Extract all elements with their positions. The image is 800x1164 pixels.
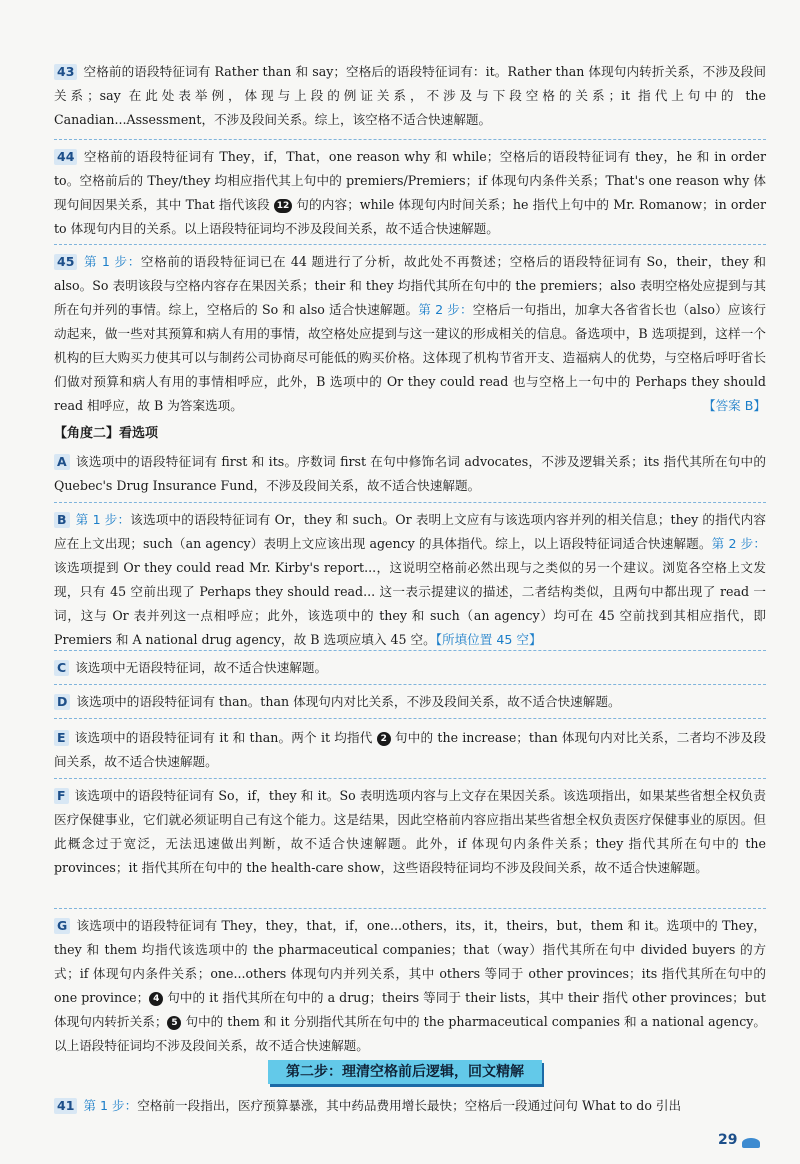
- option-text: 该选项提到 Or they could read Mr. Kirby's report...，这说明空格前必然出现与之类似的另一个建议。浏览各空格上文发现，只有 45 空前出现了 Perhaps they should read... 这一表示提建议的描述，二者结构类似，且两句中都出现了 read 一词，这与 Or 表并列这一点相呼应；此外，该选项中的 they 和 such（an agency）均可在 45 空前找到其相应指代，即 Premiers 和 A national drug agency，故 B 选项应填入 45 空。: [54, 560, 766, 647]
- question-number: 45: [54, 254, 77, 270]
- section-heading: 【角度二】看选项: [54, 426, 159, 441]
- answer-label: 【所填位置 45 空】: [435, 632, 542, 647]
- sentence-marker: 5: [167, 1016, 181, 1030]
- step-label: 第 2 步：: [418, 302, 473, 317]
- question-number: 41: [54, 1098, 77, 1114]
- explanation-text: 空格后一句指出，加拿大各省省长也（also）应该行动起来，做一些对其预算和病人有用的事情，故空格处应提到与这一建议的形成相关的信息。备选项中，B 选项提到，这样一个机构的巨大购买力使其可以与制药公司协商尽可能低的购买价格。这体现了机构节省开支、造福病人的优势，与空格后呼吁省长们做对预算和病人有用的事情相呼应，此外，B 选项中的 Or they could read 也与空格上一句中的 Perhaps they should read 相呼应，故 B 为答案选项。: [54, 302, 766, 413]
- step-banner: 第二步：理清空格前后逻辑，回文精解: [268, 1060, 542, 1084]
- explanation-text: 空格前的语段特征词已在 44 题进行了分析，故此处不再赘述；空格后的语段特征词有 So，their，they 和 also。So 表明该段与空格内容存在果因关系；their 和 they 均指代其所在句中的 the premiers；also 表明空格处应提到与其所在句并列的事情。综上，空格后的 So 和 also 适合快速解题。: [54, 254, 766, 317]
- option-letter: B: [54, 512, 70, 528]
- option-d: [54, 690, 766, 719]
- option-letter: F: [54, 788, 69, 804]
- option-text: 该选项中的语段特征词有 first 和 its。序数词 first 在句中修饰名词 advocates，不涉及逻辑关系；its 指代其所在句中的 Quebec's Drug Insurance Fund，不涉及段间关系，故不适合快速解题。: [54, 454, 766, 493]
- step-label: 第 2 步：: [711, 536, 766, 551]
- option-c: [54, 656, 766, 685]
- explanation-41: [54, 1094, 766, 1120]
- explanation-text: 空格前一段指出，医疗预算暴涨，其中药品费用增长最快；空格后一段通过问句 What to do 引出: [137, 1098, 682, 1113]
- explanation-45: [54, 250, 766, 420]
- question-number: 43: [54, 64, 77, 80]
- explanation-text: 空格前的语段特征词有 They，if，That，one reason why 和 while；空格后的语段特征词有 they，he 和 in order to。空格前后的 They/they 均相应指代其上句中的 premiers/Premiers；if 体现句内条件关系；That's one reason why 体现句间因果关系，其中 That 指代该段: [54, 149, 766, 212]
- explanation-44: [54, 145, 766, 245]
- explanation-43: [54, 60, 766, 140]
- option-text: 句中的 the increase；than 体现句内对比关系，二者均不涉及段间关系，故不适合快速解题。: [54, 730, 766, 769]
- option-g: [54, 914, 766, 1054]
- explanation-text: 句的内容；while 体现句内时间关系；he 指代上句中的 Mr. Romanow；in order to 体现句内目的关系。以上语段特征词均不涉及段间关系，故不适合快速解题。: [54, 197, 767, 236]
- sentence-marker: 12: [274, 199, 292, 213]
- option-letter: A: [54, 454, 70, 470]
- option-letter: G: [54, 918, 70, 934]
- option-b: [54, 508, 766, 651]
- option-text: 该选项中的语段特征词有 than。than 体现句内对比关系，不涉及段间关系，故不适合快速解题。: [76, 694, 621, 709]
- answer-label: 【答案 B】: [702, 398, 766, 413]
- option-letter: C: [54, 660, 69, 676]
- question-number: 44: [54, 149, 77, 165]
- option-text: 该选项中的语段特征词有 Or，they 和 such。Or 表明上文应有与该选项内容并列的相关信息；they 的指代内容应在上文出现；such（an agency）表明上文应该出现 agency 的具体指代。综上，以上语段特征词适合快速解题。: [54, 512, 766, 551]
- sentence-marker: 2: [377, 732, 391, 746]
- option-text: 句中的 it 指代其所在句中的 a drug；theirs 等同于 their lists，其中 their 指代 other provinces；but 体现句内转折关系；: [54, 990, 766, 1029]
- page-decoration-icon: [742, 1138, 760, 1148]
- option-f: [54, 784, 766, 909]
- option-a: [54, 450, 766, 503]
- option-text: 该选项中的语段特征词有 it 和 than。两个 it 均指代: [74, 730, 377, 745]
- option-text: 该选项中无语段特征词，故不适合快速解题。: [75, 660, 328, 675]
- step-label: 第 1 步：: [83, 1098, 138, 1113]
- option-letter: D: [54, 694, 70, 710]
- step-label: 第 1 步：: [75, 512, 131, 527]
- option-text: 句中的 them 和 it 分别指代其所在句中的 the pharmaceutical companies 和 a national agency。以上语段特征词均不涉及段间关系，故不适合快速解题。: [54, 1014, 767, 1053]
- option-text: 该选项中的语段特征词有 They，they，that，if，one...others，its，it，theirs，but，them 和 it。选项中的 They，they 和 them 均指代该选项中的 the pharmaceutical companies；that（way）指代其所在句中 divided buyers 的方式；if 体现句内条件关系；one...others 体现句内并列关系，其中 others 等同于 other provinces；its 指代其所在句中的 one province；: [54, 918, 766, 1005]
- option-e: [54, 726, 766, 779]
- explanation-text: 空格前的语段特征词有 Rather than 和 say；空格后的语段特征词有：it。Rather than 体现句内转折关系，不涉及段间关系；say 在此处表举例，体现与上段的例证关系，不涉及与下段空格的关系；it 指代上句中的 the Canadian...Assessment，不涉及段间关系。综上，该空格不适合快速解题。: [54, 64, 766, 127]
- sentence-marker: 4: [149, 992, 163, 1006]
- option-text: 该选项中的语段特征词有 So，if，they 和 it。So 表明选项内容与上文存在果因关系。该选项指出，如果某些省想全权负责医疗保健事业，它们就必须证明自己有这个能力。这是结果，因此空格前内容应指出某些省想全权负责医疗保健事业的原因。但此概念过于宽泛，无法迅速做出判断，故不适合快速解题。此外，if 体现句内条件关系；they 指代其所在句中的 the provinces；it 指代其所在句中的 the health-care show，这些语段特征词均不涉及段间关系，故不适合快速解题。: [54, 788, 766, 875]
- page-number: 29: [718, 1132, 738, 1148]
- step-label: 第 1 步：: [83, 254, 141, 269]
- option-letter: E: [54, 730, 69, 746]
